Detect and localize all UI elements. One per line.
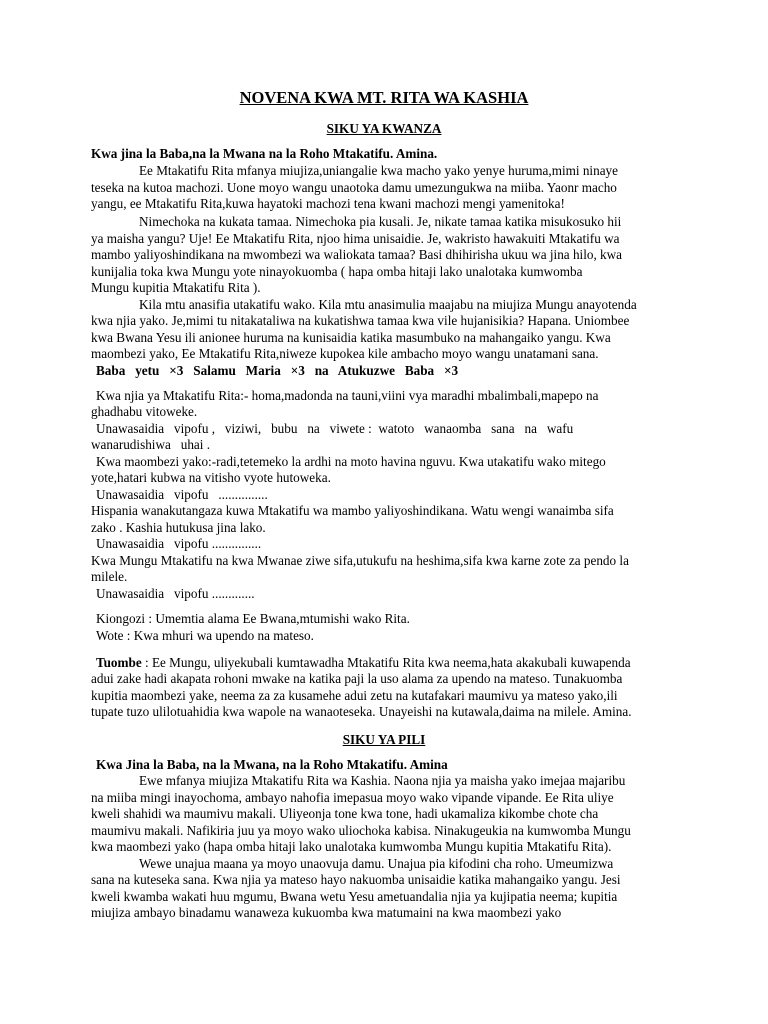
day1-litany-line: Unawasaidia vipofu ............. <box>96 586 255 601</box>
day1-litany-line: Kwa Mungu Mtakatifu na kwa Mwanae ziwe sifa,utukufu na heshima,sifa kwa karne zote za pendo la <box>91 553 629 568</box>
day1-litany-line: Kwa maombezi yako:-radi,tetemeko la ardhi na moto havina nguvu. Kwa utakatifu wako mitego <box>96 454 606 469</box>
day2-heading: SIKU YA PILI <box>342 732 426 747</box>
day2-p2-line: Wewe unajua maana ya moyo unaovuja damu. Unajua pia kifodini cha roho. Umeumizwa <box>139 856 614 871</box>
day1-litany-line: yote,hatari kubwa na vitisho vyote hutoweka. <box>91 470 331 485</box>
day1-wote: Wote : Kwa mhuri wa upendo na mateso. <box>96 628 314 643</box>
day1-litany-line: ghadhabu vitoweke. <box>91 404 198 419</box>
day1-heading: SIKU YA KWANZA <box>326 121 442 136</box>
day1-p2-line: mambo yaliyoshindikana na mwombezi wa waliokata tamaa? Basi dhihirisha ukuu wa jina hilo, kwa <box>91 247 623 262</box>
day1-p2-line: ya maisha yangu? Uje! Ee Mtakatifu Rita, njoo hima unisaidie. Je, wakristo hawakuiti Mtakatifu wa <box>91 231 620 246</box>
day1-p1-line: yangu, ee Mtakatifu Rita,kuwa hayatoki machozi tena kwani machozi mengi yamenitoka! <box>91 196 565 211</box>
day1-p3-line: kwa njia yako. Je,mimi tu nitakataliwa na kukatishwa tamaa kwa vile hujanisikia? Hapana. Uniombee <box>91 313 630 328</box>
day1-kiongozi: Kiongozi : Umemtia alama Ee Bwana,mtumishi wako Rita. <box>96 611 410 626</box>
day1-litany-line: Unawasaidia vipofu ............... <box>96 487 268 502</box>
day1-p1-line: Ee Mtakatifu Rita mfanya miujiza,uniangalie kwa macho yako yenye huruma,mimi ninaye <box>139 163 618 178</box>
day2-p2-line: kweli kwamba wakati huu mgumu, Bwana wetu Yesu ametuandalia njia ya kujipatia neema; kupitia <box>91 889 618 904</box>
day1-litany-line: Kwa njia ya Mtakatifu Rita:- homa,madonda na tauni,viini vya maradhi mbalimbali,mapepo na <box>96 388 599 403</box>
day1-prayers: Baba yetu ×3 Salamu Maria ×3 na Atukuzwe Baba ×3 <box>96 363 459 378</box>
day1-p3-line: maombezi yako, Ee Mtakatifu Rita,niweze kupokea kile ambacho moyo wangu unatamani sana. <box>91 346 599 361</box>
day1-litany-line: zako . Kashia hutukusa jina lako. <box>91 520 266 535</box>
day1-p2-line: Nimechoka na kukata tamaa. Nimechoka pia kusali. Je, nikate tamaa katika misukosuko hii <box>139 214 622 229</box>
day1-p2-line: kunijalia toka kwa Mungu yote ninayokuomba ( hapa omba hitaji lako unalotaka kumwomba <box>91 264 583 279</box>
day2-p2-line: sana na kuteseka sana. Kwa njia ya mateso hayo nakuomba unisaidie katika mahangaiko yangu. Jesi <box>91 872 621 887</box>
day2-p1-line: kweli shahidi wa maumivu makali. Uliyeonja tone kwa tone, hadi ukamaliza kikombe chote cha <box>91 806 599 821</box>
day1-tuombe-line: Tuombe : Ee Mungu, uliyekubali kumtawadha Mtakatifu Rita kwa neema,hata akakubali kuwapenda <box>96 655 631 670</box>
day2-p1-line: kwa maombezi yako (hapa omba hitaji lako unalotaka kumwomba Mungu kupitia Mtakatifu Rita). <box>91 839 612 854</box>
day1-p1-line: teseka na kutoa machozi. Uone moyo wangu unaotoka damu umezungukwa na miiba. Yaonr macho <box>91 180 617 195</box>
day1-litany-line: wanarudishiwa uhai . <box>91 437 211 452</box>
day1-tuombe-line: kupitia maombezi yake, neema za za kusamehe adui zetu na kutafakari maumivu ya mateso yako,ili <box>91 688 618 703</box>
day1-tuombe-line: tupate tuzo ulilotuahidia kwa wapole na wanaoteseka. Unayeishi na kutawala,daima na milele. Amina. <box>91 704 632 719</box>
day1-invocation: Kwa jina la Baba,na la Mwana na la Roho Mtakatifu. Amina. <box>91 146 438 161</box>
day2-p1-line: na miiba mingi inayochoma, ambayo nahofia imepasua moyo wako vipande vipande. Ee Rita uliye <box>91 790 614 805</box>
day1-litany-line: Hispania wanakutangaza kuwa Mtakatifu wa mambo yaliyoshindikana. Watu wengi wanaimba sifa <box>91 503 614 518</box>
day2-invocation: Kwa Jina la Baba, na la Mwana, na la Roho Mtakatifu. Amina <box>96 757 448 772</box>
day1-p2-line: Mungu kupitia Mtakatifu Rita ). <box>91 280 261 295</box>
document-title: NOVENA KWA MT. RITA WA KASHIA <box>239 88 529 107</box>
day1-tuombe-line: adui zake hadi akapata rohoni mwake na katika paji la uso alama za upendo na mateso. Tunakuomba <box>91 671 623 686</box>
day2-p1-line: maumivu makali. Nafikiria juu ya moyo wako uliochoka kabisa. Ninakugeukia na kumwomba Mungu <box>91 823 631 838</box>
day1-litany-line: Unawasaidia vipofu ............... <box>96 536 262 551</box>
tuombe-label: Tuombe <box>96 655 142 670</box>
day1-litany-line: milele. <box>91 569 128 584</box>
day2-p1-line: Ewe mfanya miujiza Mtakatifu Rita wa Kashia. Naona njia ya maisha yako imejaa majaribu <box>139 773 626 788</box>
day1-litany-line: Unawasaidia vipofu , viziwi, bubu na viwete : watoto wanaomba sana na wafu <box>96 421 574 436</box>
day1-p3-line: Kila mtu anasifia utakatifu wako. Kila mtu anasimulia maajabu na miujiza Mungu anayotenda <box>139 297 637 312</box>
day2-p2-line: miujiza ambayo binadamu wanaweza kukuomba kwa matumaini na kwa maombezi yako <box>91 905 562 920</box>
day1-p3-line: kwa Bwana Yesu ili anionee huruma na kunisaidia katika masumbuko na mahangaiko yangu. Kwa <box>91 330 611 345</box>
